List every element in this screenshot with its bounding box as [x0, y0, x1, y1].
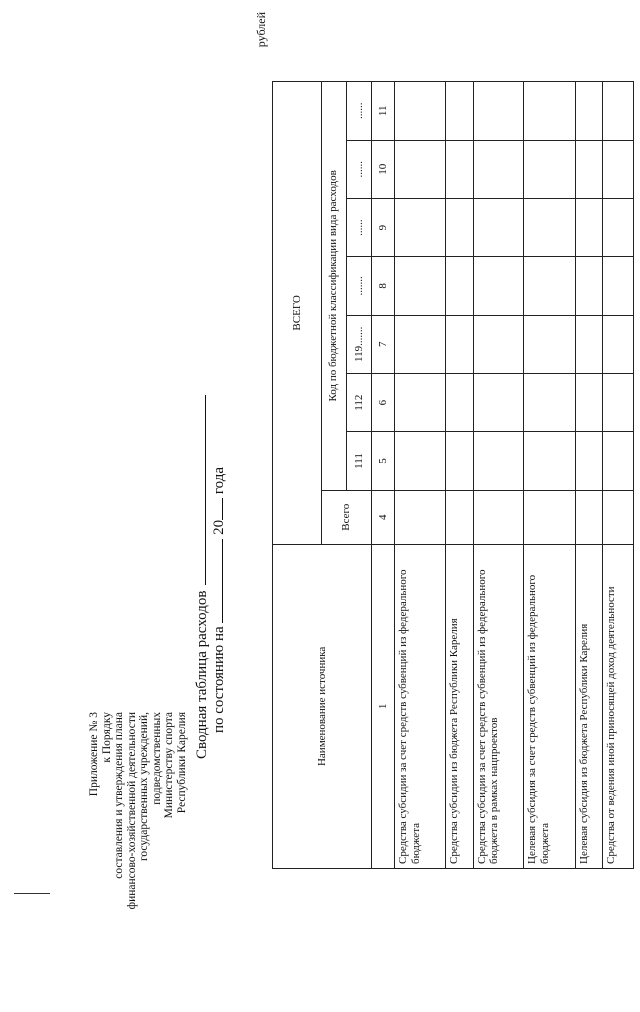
- value-cell: [603, 490, 634, 544]
- value-cell: [395, 198, 446, 256]
- total-header: ВСЕГО: [273, 82, 322, 545]
- as-of-prefix: по состоянию на: [211, 626, 227, 733]
- value-cell: [446, 82, 473, 141]
- value-cell: [575, 490, 602, 544]
- source-name: Целевая субсидия за счет средств субвенций из федерального бюджета: [524, 544, 576, 868]
- value-cell: [395, 82, 446, 141]
- value-cell: [603, 82, 634, 141]
- code-cell: 112: [346, 373, 371, 431]
- value-cell: [473, 490, 524, 544]
- code-cell: ......: [346, 198, 371, 256]
- source-name: Средства субсидии за счет средств субвенций из федерального бюджета: [395, 544, 446, 868]
- value-cell: [575, 257, 602, 315]
- table-row: [446, 82, 473, 869]
- value-cell: [446, 315, 473, 373]
- value-cell: [524, 82, 576, 141]
- value-cell: [473, 140, 524, 198]
- value-cell: [524, 315, 576, 373]
- table-row: [473, 82, 524, 869]
- appendix-block: [88, 712, 188, 1012]
- date-blank: [210, 539, 223, 623]
- appendix-line: подведомственных: [150, 712, 163, 805]
- value-cell: [446, 198, 473, 256]
- appendix-line: составления и утверждения плана: [113, 712, 125, 879]
- column-number: 8: [372, 257, 395, 315]
- source-name: Целевая субсидия из бюджета Республики Карелия: [575, 544, 602, 868]
- source-name: Средства субсидии за счет средств субвенций из федерального бюджета в рамках нацпроектов: [473, 544, 524, 868]
- value-cell: [395, 432, 446, 490]
- value-cell: [603, 140, 634, 198]
- value-cell: [395, 490, 446, 544]
- code-cell: 119.......: [346, 315, 371, 373]
- value-cell: [473, 432, 524, 490]
- as-of-date: [210, 467, 228, 733]
- value-cell: [446, 432, 473, 490]
- column-number: 1: [372, 544, 395, 868]
- value-cell: [524, 373, 576, 431]
- value-cell: [473, 82, 524, 141]
- source-name: Средства субсидии из бюджета Республики Карелия: [446, 544, 473, 868]
- table-row: [395, 82, 446, 869]
- appendix-line: государственных учреждений,: [138, 712, 150, 862]
- appendix-line: Министерству спорта: [163, 712, 175, 819]
- value-cell: [473, 198, 524, 256]
- code-cell: ......: [346, 140, 371, 198]
- value-cell: [575, 315, 602, 373]
- column-number: 5: [372, 432, 395, 490]
- value-cell: [473, 315, 524, 373]
- code-header: Код по бюджетной классификации вида расходов: [321, 82, 346, 491]
- year-blank: [210, 498, 223, 520]
- value-cell: [603, 315, 634, 373]
- value-cell: [575, 140, 602, 198]
- value-cell: [395, 315, 446, 373]
- code-cell: 111: [346, 432, 371, 490]
- appendix-line: финансово-хозяйственной деятельности: [125, 712, 138, 910]
- value-cell: [524, 432, 576, 490]
- value-cell: [446, 257, 473, 315]
- value-cell: [446, 140, 473, 198]
- value-cell: [446, 490, 473, 544]
- source-header: Наименование источника: [273, 544, 372, 868]
- value-cell: [575, 82, 602, 141]
- value-cell: [473, 373, 524, 431]
- value-cell: [524, 490, 576, 544]
- table-row: [575, 82, 602, 869]
- value-cell: [575, 198, 602, 256]
- currency-label: рублей: [254, 12, 268, 48]
- value-cell: [473, 257, 524, 315]
- appendix-line: Республики Карелия: [175, 712, 188, 814]
- value-cell: [395, 373, 446, 431]
- column-number: 6: [372, 373, 395, 431]
- value-cell: [395, 140, 446, 198]
- year-prefix: 20: [211, 519, 227, 535]
- value-cell: [524, 257, 576, 315]
- document-title: [193, 395, 211, 759]
- table-row: [524, 82, 576, 869]
- value-cell: [524, 140, 576, 198]
- column-number: 10: [372, 140, 395, 198]
- year-suffix: года: [211, 466, 227, 495]
- total-sub-header: Всего: [321, 490, 372, 544]
- value-cell: [524, 198, 576, 256]
- column-number: 11: [372, 82, 395, 141]
- value-cell: [575, 373, 602, 431]
- value-cell: [575, 432, 602, 490]
- table-row: [603, 82, 634, 869]
- expense-table: [272, 81, 634, 869]
- value-cell: [603, 373, 634, 431]
- column-number: 4: [372, 490, 395, 544]
- document-title-text: Сводная таблица расходов: [194, 590, 210, 759]
- value-cell: [603, 198, 634, 256]
- appendix-line: Приложение № 3: [88, 712, 100, 797]
- code-cell: .......: [346, 257, 371, 315]
- column-number: 9: [372, 198, 395, 256]
- value-cell: [395, 257, 446, 315]
- source-name: Средства от ведения иной приносящей доход деятельности: [603, 544, 634, 868]
- title-fill-line: [193, 395, 206, 585]
- code-cell: ......: [346, 82, 371, 141]
- value-cell: [603, 257, 634, 315]
- footnote-divider: [14, 893, 50, 894]
- value-cell: [603, 432, 634, 490]
- appendix-line: к Порядку: [100, 712, 113, 763]
- value-cell: [446, 373, 473, 431]
- column-number: 7: [372, 315, 395, 373]
